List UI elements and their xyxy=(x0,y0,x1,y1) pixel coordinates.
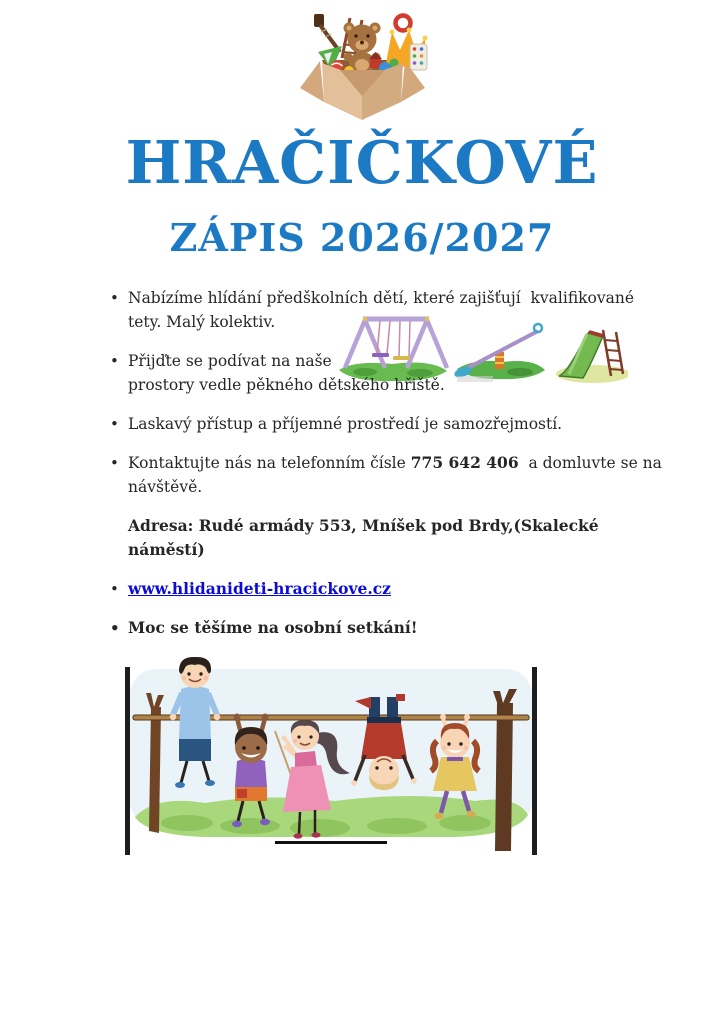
bullet-closing: • Moc se těšíme na osobní setkání! xyxy=(108,616,674,640)
children-monkey-bar-illustration xyxy=(125,655,537,855)
phone-number: 775 642 406 xyxy=(410,453,519,473)
website-link[interactable]: www.hlidanideti-hracickove.cz xyxy=(128,579,391,599)
bullet-intro-line1: • Nabízíme hlídání předškolních dětí, které zajišťují kvalifikované xyxy=(128,289,635,308)
toy-box-illustration xyxy=(290,8,435,120)
bullet-contact xyxy=(108,451,674,499)
address-line1: Adresa: Rudé armády 553, Mníšek pod Brdy,(Skalecké xyxy=(128,516,599,536)
bullet-approach xyxy=(108,412,674,436)
address-line2: náměstí) xyxy=(128,540,205,560)
bullet-intro-line2: tety. Malý kolektiv. xyxy=(128,313,276,332)
bullet-list-bottom xyxy=(108,577,674,640)
bullet-visit xyxy=(108,349,674,397)
address-paragraph xyxy=(108,514,674,562)
bullet-visit-line2: prostory vedle pěkného dětského hřiště. xyxy=(128,376,445,395)
bullet-contact-line2: návštěvě. xyxy=(128,478,203,497)
page-subtitle: ZÁPIS 2026/2027 xyxy=(169,214,555,260)
contact-text-before: Kontaktujte nás na telefonním čísle xyxy=(128,454,411,473)
page-title: HRAČIČKOVÉ xyxy=(125,128,599,197)
image-right-edge-bar xyxy=(532,667,537,855)
image-left-edge-bar xyxy=(125,667,130,855)
image-bottom-line xyxy=(275,841,387,844)
bullet-visit-line1: • Přijďte se podívat na naše xyxy=(128,352,332,371)
contact-text-after: a domluvte se na xyxy=(518,454,662,473)
bullet-approach-line1: • Laskavý přístup a příjemné prostředí je samozřejmostí. xyxy=(128,415,563,434)
guitar-toy-icon xyxy=(314,14,340,52)
bullet-contact-line1 xyxy=(128,451,674,475)
paint-palette-icon xyxy=(410,44,427,70)
bullet-list xyxy=(108,286,674,499)
toy-box-left-flap xyxy=(300,61,324,102)
bullet-intro xyxy=(108,286,674,334)
bullet-website xyxy=(108,577,674,601)
